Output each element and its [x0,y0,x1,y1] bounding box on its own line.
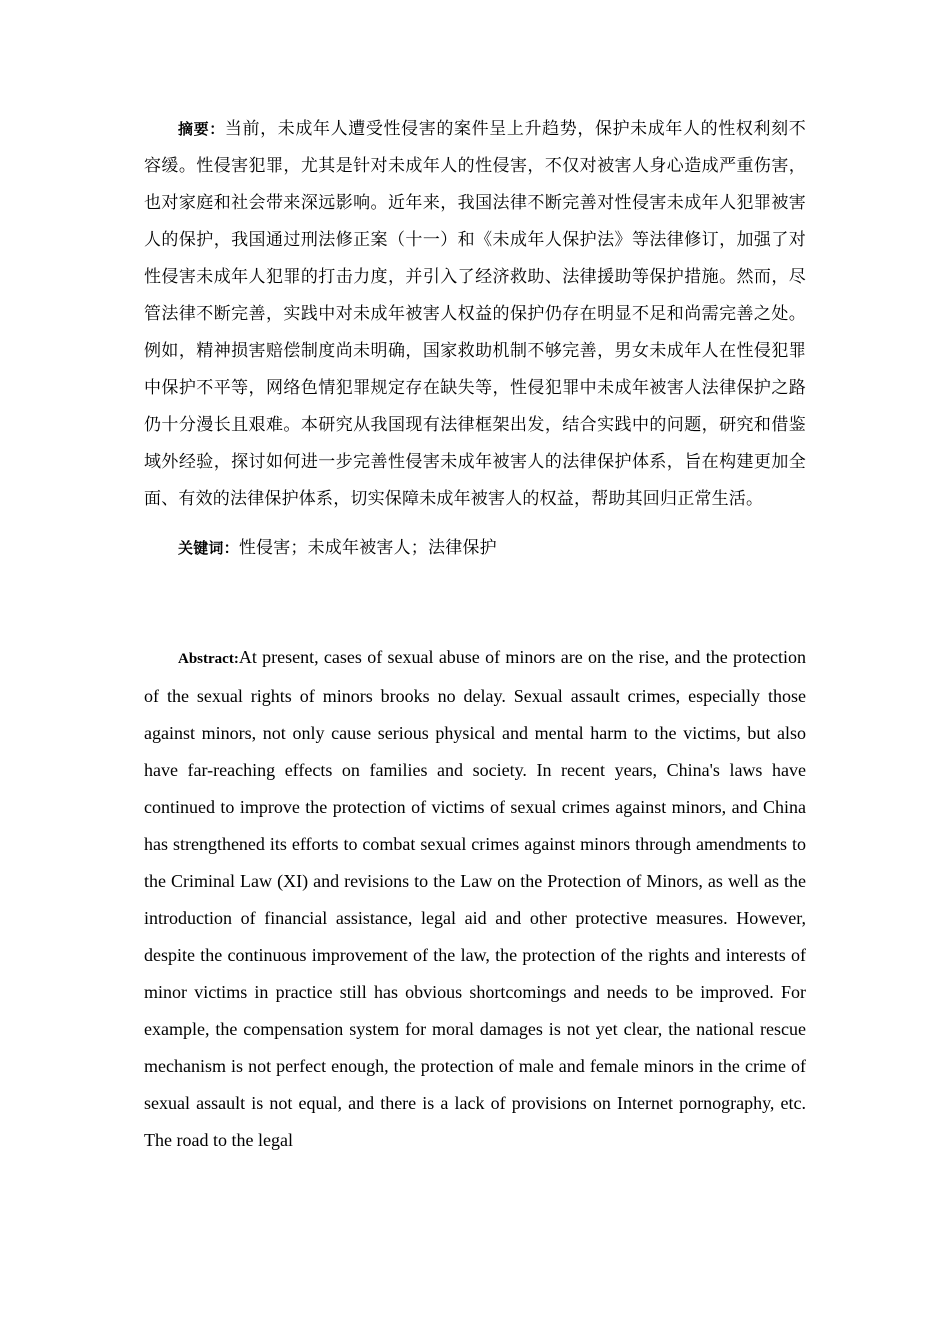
abstract-english-label: Abstract: [178,651,239,667]
document-page [144,111,806,1159]
keywords-chinese-text: 性侵害；未成年被害人；法律保护 [238,538,497,558]
abstract-english [144,639,806,1159]
abstract-chinese [144,111,806,518]
abstract-chinese-label: 摘要： [178,120,225,138]
abstract-chinese-text: 当前，未成年人遭受性侵害的案件呈上升趋势，保护未成年人的性权利刻不容缓。性侵害犯罪，尤其是针对未成年人的性侵害，不仅对被害人身心造成严重伤害，也对家庭和社会带来深远影响。近年来，我国法律不断完善对性侵害未成年人犯罪被害人的保护，我国通过刑法修正案（十一）和《未成年人保护法》等法律修订，加强了对性侵害未成年人犯罪的打击力度，并引入了经济救助、法律援助等保护措施。然而，尽管法律不断完善，实践中对未成年被害人权益的保护仍存在明显不足和尚需完善之处。例如，精神损害赔偿制度尚未明确，国家救助机制不够完善，男女未成年人在性侵犯罪中保护不平等，网络色情犯罪规定存在缺失等，性侵犯罪中未成年被害人法律保护之路仍十分漫长且艰难。本研究从我国现有法律框架出发，结合实践中的问题，研究和借鉴域外经验，探讨如何进一步完善性侵害未成年被害人的法律保护体系，旨在构建更加全面、有效的法律保护体系，切实保障未成年被害人的权益，帮助其回归正常生活。 [144,119,806,509]
abstract-english-text: At present, cases of sexual abuse of minors are on the rise, and the protection of the sexual rights of minors brooks no delay. Sexual assault crimes, especially those against minors, not only cause serious physical and mental harm to the victims, but also have far-reaching effects on families and society. In recent years, China's laws have continued to improve the protection of victims of sexual crimes against minors, and China has strengthened its efforts to combat sexual crimes against minors through amendments to the Criminal Law (XI) and revisions to the Law on the Protection of Minors, as well as the introduction of financial assistance, legal aid and other protective measures. However, despite the continuous improvement of the law, the protection of the rights and interests of minor victims in practice still has obvious shortcomings and needs to be improved. For example, the compensation system for moral damages is not yet clear, the national rescue mechanism is not perfect enough, the protection of male and female minors in the crime of sexual assault is not equal, and there is a lack of provisions on Internet pornography, etc. The road to the legal [144,647,806,1150]
keywords-chinese [144,530,806,567]
keywords-chinese-label: 关键词： [178,539,239,557]
